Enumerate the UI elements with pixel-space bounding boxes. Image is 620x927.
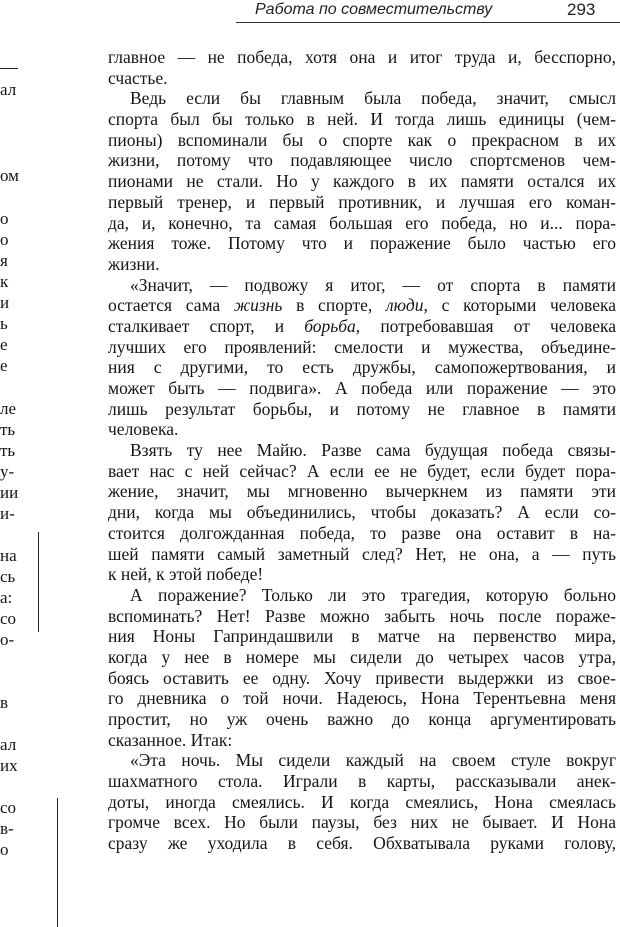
- margin-fragment: у-: [0, 462, 15, 481]
- text-line: «Значит, — подвожу я итог, — от спорта в памяти: [130, 274, 616, 295]
- text-line: сразу же уходила в себя. Обхватывала руками голову,: [108, 833, 616, 854]
- text-line: вспоминать? Нет! Разве можно забыть ночь после пораже-: [108, 605, 616, 626]
- text-line: Ведь если бы главным была победа, значит, смысл: [130, 88, 616, 109]
- text-line: простит, но уж очень важно до конца аргументировать: [108, 709, 616, 729]
- header-rule: [236, 22, 620, 23]
- margin-fragment: ть: [0, 441, 16, 460]
- margin-fragment: ть: [0, 420, 16, 439]
- text-line: боясь оставить ее одну. Хочу привести выдержки из свое-: [108, 667, 616, 688]
- body-text: [108, 47, 616, 854]
- margin-fragment: о: [0, 230, 9, 249]
- running-head: Работа по совместительству: [255, 1, 493, 18]
- margin-fragment: а:: [0, 588, 13, 607]
- text-line: когда у нее в номере мы сидели до четырех часов утра,: [108, 646, 616, 667]
- text-line: пионы) вспоминали бы о спорте как о прекрасном в их: [108, 129, 616, 150]
- margin-fragment: сь: [0, 567, 16, 586]
- text-line: пионами не стали. Но у каждого в их памяти остался их: [108, 171, 616, 192]
- text-line: главное — не победа, хотя она и итог труда и, бесспорно,: [108, 47, 616, 67]
- text-line: сталкивает спорт, и борьба, потребовавшая от человека: [108, 315, 616, 336]
- text-line: доты, иногда смеялись. И когда смеялись, Нона смеялась: [108, 791, 616, 812]
- text-line: жение, значит, мы мгновенно вычеркнем из памяти эти: [108, 481, 616, 502]
- margin-rule-vertical: [38, 532, 39, 632]
- text-line: Взять ту нее Майю. Разве сама будущая победа связы-: [130, 440, 616, 461]
- previous-page-margin: [0, 0, 20, 927]
- text-line: может быть — подвига». А победа или поражение — это: [108, 378, 616, 398]
- margin-fragment: о: [0, 840, 9, 859]
- margin-fragment: е: [0, 356, 8, 375]
- page-number: 293: [567, 0, 596, 19]
- margin-fragment: ле: [0, 399, 17, 418]
- margin-fragment: е: [0, 335, 8, 354]
- text-line: дни, когда мы объединились, чтобы доказать? А если со-: [108, 502, 616, 523]
- text-line: ния Ноны Гаприндашвили в матче на первенство мира,: [108, 626, 616, 647]
- text-line: лучших его проявлений: смелости и мужества, объедине-: [108, 336, 616, 357]
- text-line: первый тренер, и первый противник, и лучшая его коман-: [108, 191, 616, 212]
- text-line: го дневника о той ночи. Надеюсь, Нона Терентьевна меня: [108, 688, 616, 709]
- text-line: шахматного стола. Играли в карты, рассказывали анек-: [108, 771, 616, 792]
- text-line: жизни, потому что подавляющее число спортсменов чем-: [108, 150, 616, 171]
- text-line: лишь результат борьбы, и потому не главное в памяти: [108, 398, 616, 419]
- margin-fragment: и-: [0, 504, 15, 523]
- text-line: А поражение? Только ли это трагедия, которую больно: [130, 584, 616, 605]
- margin-fragment: я: [0, 251, 8, 270]
- text-line: сказанное. Итак:: [108, 729, 233, 750]
- text-line: ния с другими, то есть дружбы, самопожертвования, и: [108, 357, 616, 378]
- margin-fragment: ии: [0, 483, 19, 502]
- margin-fragment: ал: [0, 735, 17, 754]
- margin-fragment: в: [0, 693, 9, 712]
- text-line: да, и, конечно, та самая большая его победа, но и... пора-: [108, 212, 616, 233]
- text-line: жения тоже. Потому что и поражение было частью его: [108, 233, 616, 254]
- margin-fragment: ом: [0, 166, 19, 185]
- margin-fragment: к: [0, 272, 9, 291]
- text-line: к ней, к этой победе!: [108, 564, 264, 585]
- margin-fragment: на: [0, 546, 17, 565]
- margin-fragment: со: [0, 609, 17, 628]
- margin-fragment: и: [0, 293, 10, 312]
- margin-fragment: о-: [0, 630, 15, 649]
- margin-fragment: в-: [0, 819, 14, 838]
- margin-rule-vertical: [57, 798, 58, 927]
- margin-fragment: ал: [0, 80, 17, 99]
- text-line: вает нас с ней сейчас? А если ее не будет, если будет пора-: [108, 460, 616, 481]
- text-line: жизни.: [108, 253, 160, 274]
- margin-fragment: о: [0, 209, 9, 228]
- text-line: счастье.: [108, 67, 168, 88]
- margin-fragment: со: [0, 798, 17, 817]
- text-line: «Эта ночь. Мы сидели каждый на своем стуле вокруг: [130, 750, 616, 771]
- text-line: шей памяти самый заметный след? Нет, не она, а — путь: [108, 543, 616, 564]
- margin-fragment: ь: [0, 314, 8, 333]
- text-line: остается сама жизнь в спорте, люди, с которыми человека: [108, 295, 616, 316]
- text-line: стоится долгожданная победа, то разве она оставит в на-: [108, 522, 616, 543]
- margin-fragment: их: [0, 756, 18, 775]
- text-line: спорта был бы только в ней. И тогда лишь единицы (чем-: [108, 109, 616, 130]
- text-line: человека.: [108, 419, 179, 440]
- text-line: громче всех. Но были паузы, без них не бывает. И Нона: [108, 812, 616, 833]
